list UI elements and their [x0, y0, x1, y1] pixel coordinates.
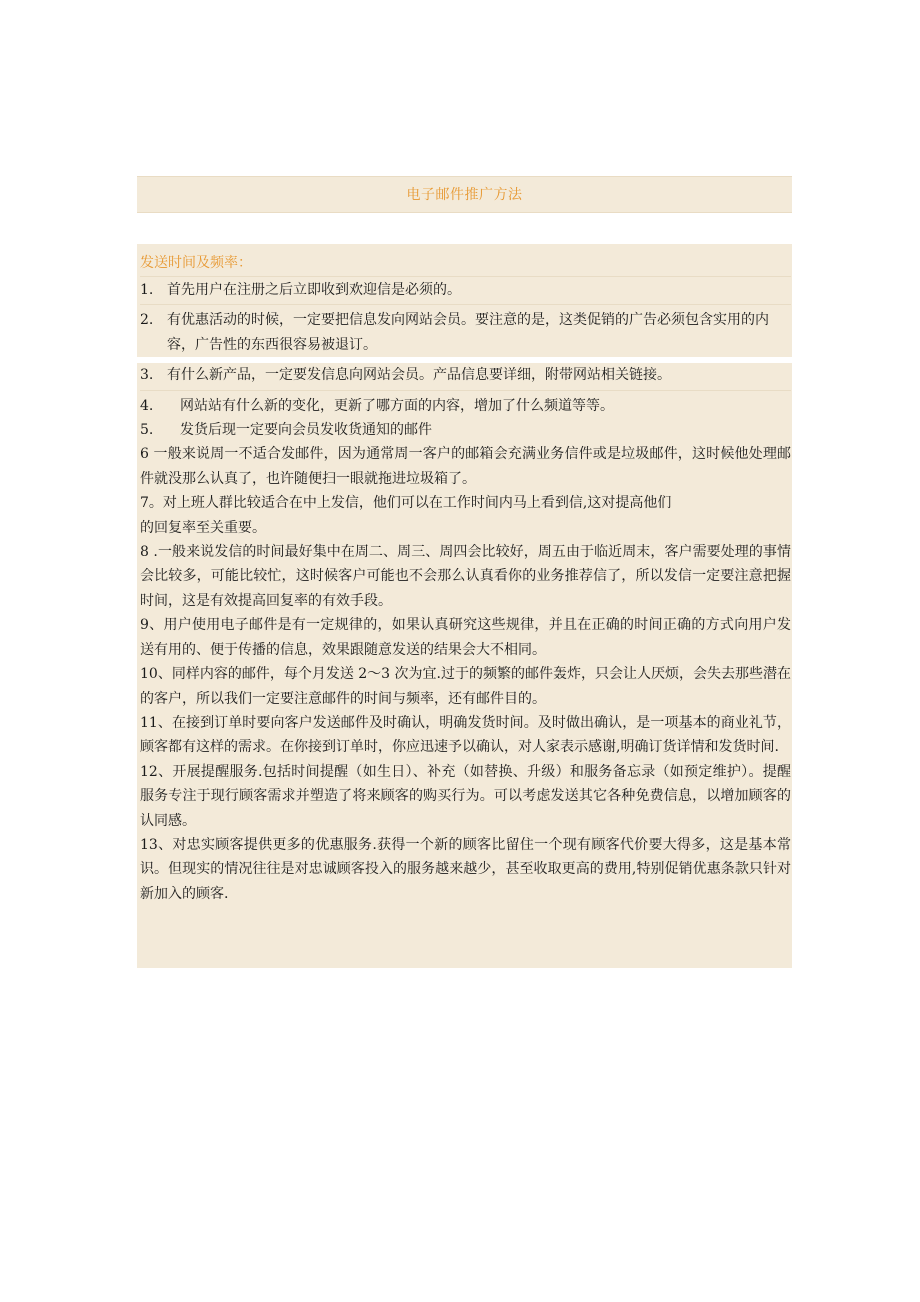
paragraph: 11、在接到订单时要向客户发送邮件及时确认，明确发货时间。及时做出确认，是一项基本的商业礼节，顾客都有这样的需求。在你接到订单时，你应迅速予以确认，对人家表示感谢,明确订货详情和发货时间. — [140, 714, 791, 756]
list-item-text: 有什么新产品，一定要发信息向网站会员。产品信息要详细，附带网站相关链接。 — [167, 367, 671, 384]
list-item-text: 发货后现一定要向会员发收货通知的邮件 — [180, 422, 432, 439]
paragraph: 6 一般来说周一不适合发邮件，因为通常周一客户的邮箱会充满业务信件或是垃圾邮件，这时候他处理邮件就没那么认真了，也许随便扫一眼就拖进垃圾箱了。 — [140, 446, 791, 487]
list-item-number: 3. — [140, 367, 154, 384]
list-item-text: 网站站有什么新的变化，更新了哪方面的内容，增加了什么频道等等。 — [180, 397, 614, 414]
paragraph: 8 .一般来说发信的时间最好集中在周二、周三、周四会比较好，周五由于临近周末，客户需要处理的事情会比较多，可能比较忙，这时候客户可能也不会那么认真看你的业务推荐信了，所以发信一定要注意把握时间，这是有效提高回复率的有效手段。 — [140, 544, 791, 609]
list-item-number: 2. — [140, 312, 154, 329]
section-heading: 发送时间及频率： — [140, 250, 791, 277]
paragraph: 7。对上班人群比较适合在中上发信，他们可以在工作时间内马上看到信,这对提高他们 — [140, 495, 672, 512]
divider — [140, 304, 791, 305]
paragraph: 12、开展提醒服务.包括时间提醒（如生日）、补充（如替换、升级）和服务备忘录（如预定维护）。提醒服务专注于现行顾客需求并塑造了将来顾客的购买行为。可以考虑发送其它各种免费信息，以增加顾客的认同感。 — [140, 763, 791, 829]
list-item-text: 有优惠活动的时候，一定要把信息发向网站会员。要注意的是，这类促销的广告必须包含实用的内容，广告性的东西很容易被退订。 — [167, 312, 769, 353]
paragraph: 的回复率至关重要。 — [140, 519, 266, 536]
paragraph: 13、对忠实顾客提供更多的优惠服务.获得一个新的顾客比留住一个现有顾客代价要大得多，这是基本常识。但现实的情况往往是对忠诚顾客投入的服务越来越少，甚至收取更高的费用,特别促销优惠条款只针对新加入的顾客. — [140, 836, 791, 902]
list-item-number: 5. — [140, 422, 154, 439]
list-item-number: 4. — [140, 397, 154, 414]
content-panel — [137, 244, 792, 968]
paragraph: 10、同样内容的邮件，每个月发送 2～3 次为宜.过于的频繁的邮件轰炸，只会让人厌烦，会失去那些潜在的客户，所以我们一定要注意邮件的时间与频率，还有邮件目的。 — [140, 666, 791, 707]
page-title — [137, 176, 792, 213]
list-item — [140, 308, 791, 357]
list-item — [140, 278, 791, 302]
list-item — [140, 363, 791, 387]
divider — [140, 390, 791, 391]
paragraph: 9、用户使用电子邮件是有一定规律的，如果认真研究这些规律，并且在正确的时间正确的方式向用户发送有用的、便于传播的信息，效果跟随意发送的结果会大不相同。 — [140, 617, 791, 658]
page-title-text: 电子邮件推广方法 — [406, 187, 523, 203]
list-item — [140, 418, 791, 442]
list-item-number: 1. — [140, 282, 154, 298]
list-item-text: 首先用户在注册之后立即收到欢迎信是必须的。 — [167, 282, 461, 298]
list-item — [140, 394, 791, 418]
